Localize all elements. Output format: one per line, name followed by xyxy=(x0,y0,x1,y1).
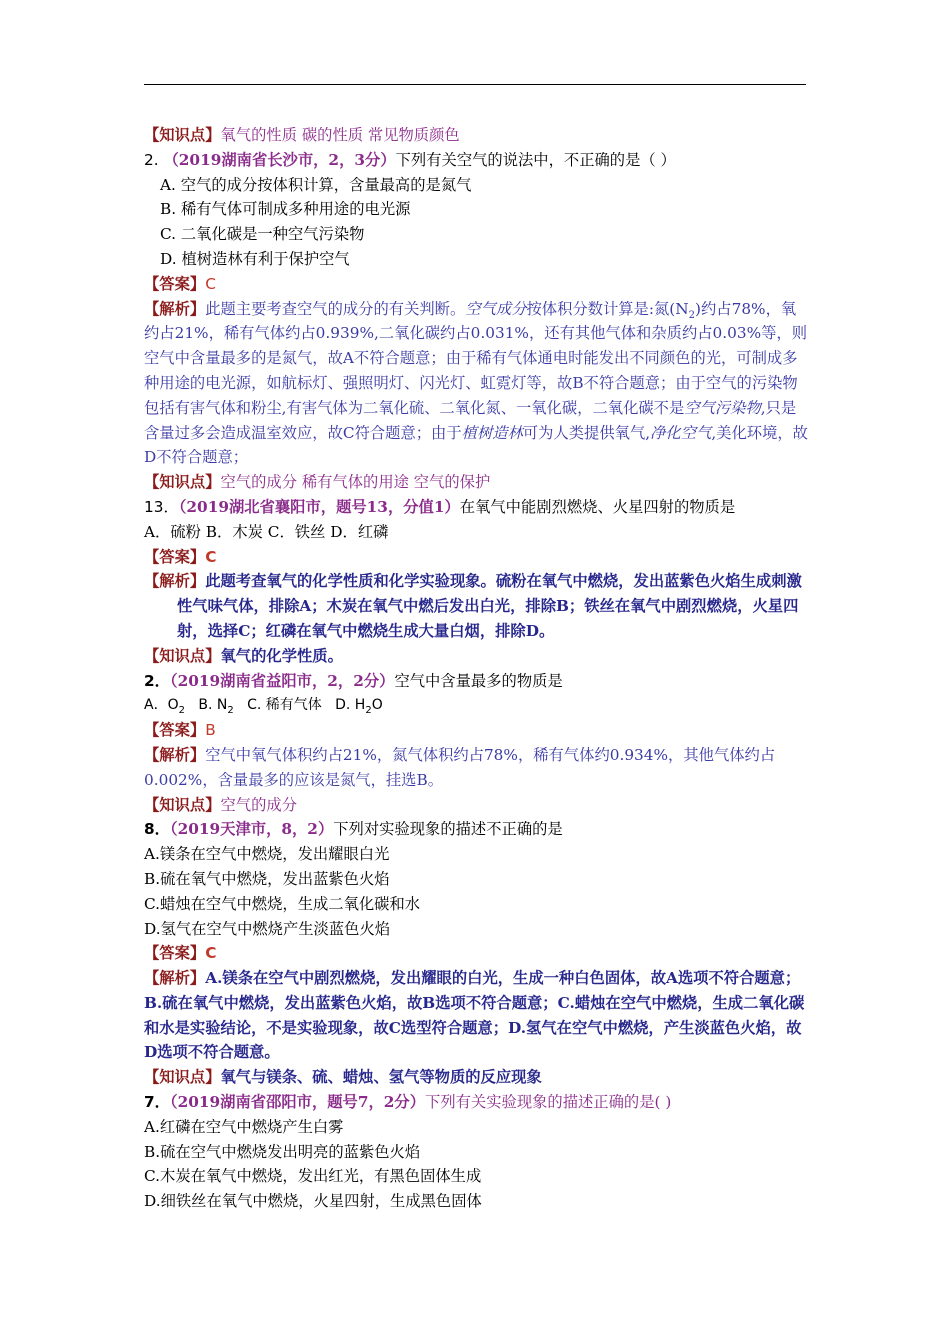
option-a: A. 空气的成分按体积计算，含量最高的是氮气 xyxy=(160,175,472,194)
question-number: 2. xyxy=(144,150,159,169)
analysis-paragraph xyxy=(144,966,808,1065)
question-number: 2． xyxy=(144,671,170,690)
answer-line xyxy=(144,941,808,966)
answer-value: C xyxy=(205,944,217,963)
kp-text: 氧气的化学性质。 xyxy=(220,646,343,665)
option-a: A.镁条在空气中燃烧，发出耀眼白光 xyxy=(144,845,390,864)
analysis-text: A.镁条在空气中剧烈燃烧，发出耀眼的白光，生成一种白色固体，故A选项不符合题意；B.硫在氧气中燃烧，发出蓝紫色火焰，故B选项不符合题意；C.蜡烛在空气中燃烧，生成二氧化碳和水是实验结论，不是实验现象，故C选型符合题意；D.氢气在空气中燃烧，产生淡蓝色火焰，故D选项不符合题意。 xyxy=(144,969,805,1062)
option-d: D. H xyxy=(335,697,366,714)
option-d: D.细铁丝在氧气中燃烧，火星四射，生成黑色固体 xyxy=(144,1192,482,1211)
analysis-label: 【解析】 xyxy=(144,969,206,988)
analysis-italic: 空气污染物 xyxy=(684,398,761,417)
option-b: B. 稀有气体可制成多种用途的电光源 xyxy=(160,200,411,219)
knowledge-point-line xyxy=(144,1065,808,1090)
analysis-text: )约占78%， xyxy=(695,299,781,318)
answer-line xyxy=(144,718,808,743)
option-c: C. 稀有气体 xyxy=(247,697,322,714)
analysis-text: 此题主要考查空气的成分的有关判断。 xyxy=(205,299,466,318)
option-c: C. 二氧化碳是一种空气污染物 xyxy=(160,225,365,244)
subscript: 2 xyxy=(365,705,372,717)
knowledge-point-1 xyxy=(144,123,808,148)
option-a: A.红磷在空气中燃烧产生白雾 xyxy=(144,1117,344,1136)
kp-text: 氧气与镁条、硫、蜡烛、氢气等物质的反应现象 xyxy=(220,1068,542,1087)
question-2-yiyang-stem xyxy=(144,669,808,694)
options-line: A．硫粉 B．木炭 C．铁丝 D．红磷 xyxy=(144,522,389,541)
answer-value: C xyxy=(205,274,216,293)
analysis-text: ,只是含量过多会造成温室效应，故C符合题意；由于 xyxy=(144,398,797,442)
knowledge-point-line xyxy=(144,470,808,495)
answer-line xyxy=(144,545,808,570)
analysis-italic: 净化空气 xyxy=(650,423,712,442)
question-source: （2019湖南省邵阳市，题号7，2分） xyxy=(169,1093,426,1112)
question-stem: 在氧气中能剧烈燃烧、火星四射的物质是 xyxy=(459,497,736,516)
analysis-text: 此题考查氧气的化学性质和化学实验现象。硫粉在氧气中燃烧，发出蓝紫色火焰生成刺激性气味气体，排除A；木炭在氧气中燃后发出白光，排除B；铁丝在氧气中剧烈燃烧，火星四射，选择C；红磷在氧气中燃烧生成大量白烟，排除D。 xyxy=(177,572,802,640)
question-8-stem xyxy=(144,817,808,842)
option-c: C.木炭在氧气中燃烧，发出红光，有黑色固体生成 xyxy=(144,1167,482,1186)
kp-text: 空气的成分 稀有气体的用途 空气的保护 xyxy=(220,473,491,492)
answer-line xyxy=(144,272,808,297)
document-body xyxy=(144,123,808,1214)
analysis-text: 可为人类提供氧气, xyxy=(522,423,651,442)
option-c: C.蜡烛在空气中燃烧，生成二氧化碳和水 xyxy=(144,894,421,913)
analysis-paragraph xyxy=(144,569,808,643)
answer-value: B xyxy=(205,721,216,740)
knowledge-point-line xyxy=(144,644,808,669)
answer-label: 【答案】 xyxy=(144,944,206,963)
question-number: 8． xyxy=(144,820,170,839)
question-stem: 下列有关空气的说法中，不正确的是（ ） xyxy=(395,150,676,169)
question-2-changsha-stem xyxy=(144,148,808,173)
subscript: 2 xyxy=(178,705,185,717)
analysis-paragraph xyxy=(144,297,808,471)
question-7-stem xyxy=(144,1090,808,1115)
option-d: D.氢气在空气中燃烧产生淡蓝色火焰 xyxy=(144,919,391,938)
header-rule xyxy=(144,84,806,85)
question-source: （2019湖北省襄阳市，题号13，分值1） xyxy=(178,497,460,516)
options-line xyxy=(144,693,808,718)
question-source: （2019天津市，8，2） xyxy=(169,820,334,839)
option-d-end: O xyxy=(371,697,383,714)
analysis-text: ,美化环境，故D不符合题意； xyxy=(144,423,808,467)
kp-label: 【知识点】 xyxy=(144,795,221,814)
question-stem: 空气中含量最多的物质是 xyxy=(394,671,563,690)
knowledge-point-line xyxy=(144,793,808,818)
option-b: B.硫在氧气中燃烧，发出蓝紫色火焰 xyxy=(144,869,390,888)
analysis-label: 【解析】 xyxy=(144,745,206,764)
kp-label: 【知识点】 xyxy=(144,646,221,665)
answer-label: 【答案】 xyxy=(144,721,206,740)
analysis-text: 氧约占21%，稀有气体约占0.939%,二氧化碳约占0.031%，还有其他气体和杂质约占0.03%等，则空气中含量最多的是氮气，故A不符合题意；由于稀有气体通电时能发出不同颜色的光，可制成多种用途的电光源，如航标灯、强照明灯、闪光灯、虹霓灯等，故B不符合题意；由于空气的污染物包括有害气体和粉尘,有害气体为二氧化硫、二氧化氮、一氧化碳，二氧化碳不是 xyxy=(144,299,808,417)
question-source: （2019湖南省长沙市，2，3分） xyxy=(163,150,396,169)
kp-text: 氧气的性质 碳的性质 常见物质颜色 xyxy=(220,126,460,144)
answer-label: 【答案】 xyxy=(144,274,206,293)
analysis-italic: 空气成分 xyxy=(465,299,527,318)
kp-text: 空气的成分 xyxy=(220,795,297,814)
analysis-italic: 植树造林 xyxy=(461,423,523,442)
question-number: 7． xyxy=(144,1093,170,1112)
subscript: 2 xyxy=(227,705,234,717)
analysis-label: 【解析】 xyxy=(144,299,206,318)
question-number: 13． xyxy=(144,497,179,516)
option-b: B. N xyxy=(198,697,228,714)
analysis-paragraph xyxy=(144,743,808,793)
question-source: （2019湖南省益阳市，2，2分） xyxy=(169,671,395,690)
option-a: A．O xyxy=(144,697,179,714)
option-b: B.硫在空气中燃烧发出明亮的蓝紫色火焰 xyxy=(144,1142,421,1161)
answer-value: C xyxy=(205,547,217,566)
kp-label: 【知识点】 xyxy=(144,126,221,144)
question-stem: 下列对实验现象的描述不正确的是 xyxy=(333,820,563,839)
question-stem: 下列有关实验现象的描述正确的是( ) xyxy=(425,1093,672,1112)
analysis-text: 空气中氧气体积约占21%，氮气体积约占78%，稀有气体约0.934%，其他气体约占0.002%，含量最多的应该是氮气，挂选B。 xyxy=(144,745,776,789)
analysis-text: 按体积分数计算是:氮(N xyxy=(526,299,689,318)
analysis-label: 【解析】 xyxy=(144,572,206,591)
answer-label: 【答案】 xyxy=(144,547,206,566)
subscript: 2 xyxy=(688,309,696,321)
question-13-stem xyxy=(144,495,808,520)
option-d: D. 植树造林有利于保护空气 xyxy=(160,249,350,268)
kp-label: 【知识点】 xyxy=(144,473,221,492)
kp-label: 【知识点】 xyxy=(144,1068,221,1087)
